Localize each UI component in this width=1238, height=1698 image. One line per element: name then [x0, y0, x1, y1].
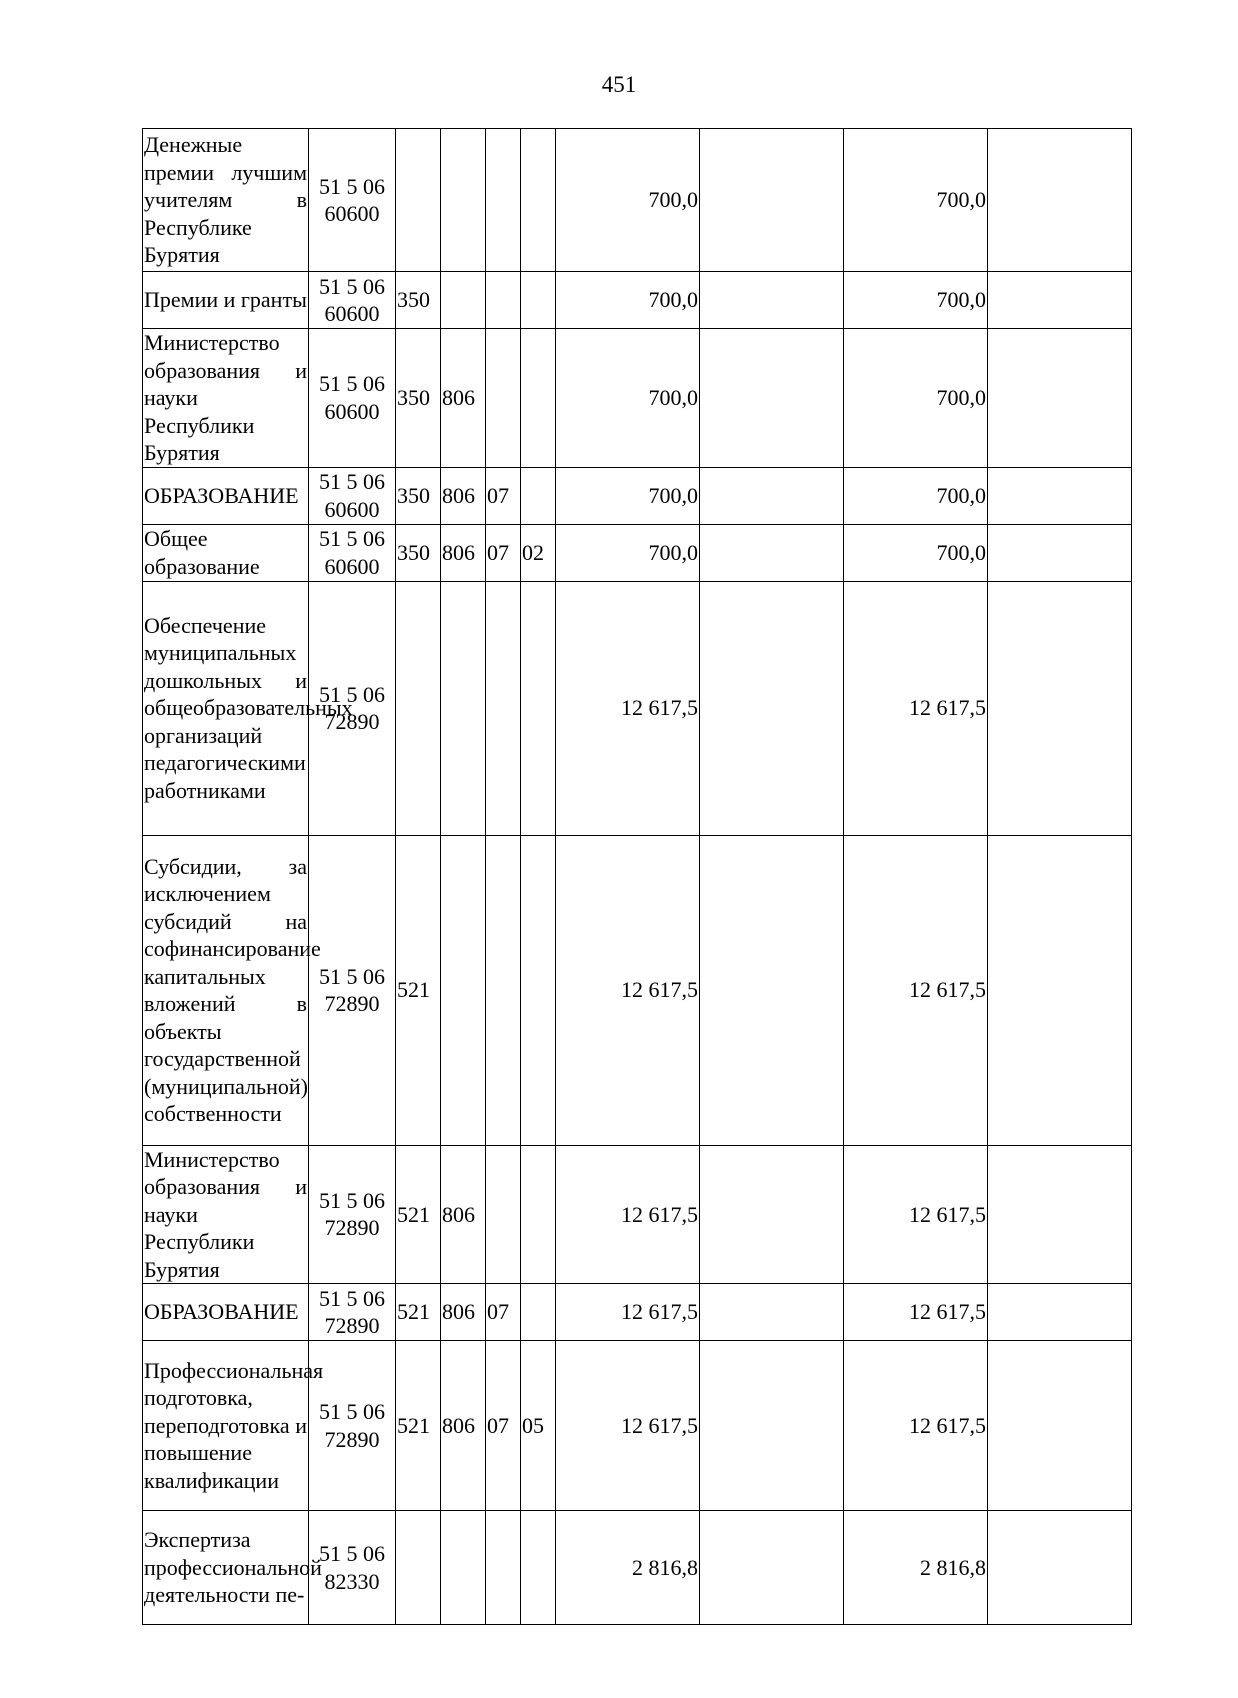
- expense-type-code: 350: [396, 329, 441, 468]
- row-name: Министерство образования и науки Республики Бурятия: [144, 1146, 307, 1282]
- expense-type-code: 521: [396, 1341, 441, 1511]
- amount-1: 700,0: [556, 524, 700, 581]
- amount-3: 700,0: [844, 129, 988, 272]
- amount-2: [700, 129, 844, 272]
- subsection-code: 02: [521, 524, 556, 581]
- target-article-code: 51 5 06 72890: [309, 581, 396, 835]
- amount-1: 12 617,5: [556, 1284, 700, 1341]
- budget-table: [142, 128, 1132, 1625]
- amount-3: 12 617,5: [844, 835, 988, 1145]
- row-name: ОБРАЗОВАНИЕ: [143, 467, 309, 524]
- subsection-code: [521, 1511, 556, 1625]
- table-row: [143, 1284, 1132, 1341]
- department-code: 806: [441, 467, 486, 524]
- amount-4: [988, 835, 1132, 1145]
- subsection-code: [521, 1145, 556, 1284]
- amount-1: 12 617,5: [556, 581, 700, 835]
- expense-type-code: 350: [396, 272, 441, 329]
- table-row: [143, 835, 1132, 1145]
- table-row: [143, 272, 1132, 329]
- row-name: Премии и гранты: [143, 272, 309, 329]
- amount-3: 700,0: [844, 272, 988, 329]
- amount-2: [700, 1284, 844, 1341]
- expense-type-code: [396, 1511, 441, 1625]
- amount-4: [988, 1145, 1132, 1284]
- amount-4: [988, 524, 1132, 581]
- amount-2: [700, 835, 844, 1145]
- amount-1: 700,0: [556, 329, 700, 468]
- amount-3: 700,0: [844, 524, 988, 581]
- amount-3: 12 617,5: [844, 581, 988, 835]
- row-name: Субсидии, за исключением субсидий на софинансирование капитальных вложений в объекты государственной (муниципальной) собственности: [143, 835, 309, 1145]
- subsection-code: [521, 467, 556, 524]
- subsection-code: [521, 835, 556, 1145]
- row-name: Денежные премии лучшим учителям в Республике Бурятия: [143, 129, 309, 272]
- amount-2: [700, 272, 844, 329]
- row-name: Экспертиза профессиональной деятельности пе-: [143, 1511, 309, 1625]
- amount-3: 12 617,5: [844, 1284, 988, 1341]
- amount-2: [700, 581, 844, 835]
- expense-type-code: 521: [396, 1284, 441, 1341]
- row-name: Профессиональная подготовка, переподготовка и повышение квалификации: [143, 1341, 309, 1511]
- amount-4: [988, 272, 1132, 329]
- subsection-code: [521, 329, 556, 468]
- subsection-code: 05: [521, 1341, 556, 1511]
- amount-2: [700, 467, 844, 524]
- section-code: 07: [486, 467, 521, 524]
- target-article-code: 51 5 06 72890: [309, 1341, 396, 1511]
- department-code: [441, 581, 486, 835]
- section-code: [486, 329, 521, 468]
- amount-1: 12 617,5: [556, 1145, 700, 1284]
- table-row: [143, 1511, 1132, 1625]
- department-code: 806: [441, 329, 486, 468]
- target-article-code: 51 5 06 60600: [309, 524, 396, 581]
- subsection-code: [521, 581, 556, 835]
- amount-1: 12 617,5: [556, 1341, 700, 1511]
- amount-2: [700, 329, 844, 468]
- amount-4: [988, 1511, 1132, 1625]
- amount-2: [700, 1341, 844, 1511]
- amount-1: 2 816,8: [556, 1511, 700, 1625]
- row-name: ОБРАЗОВАНИЕ: [143, 1284, 309, 1341]
- target-article-code: 51 5 06 72890: [309, 835, 396, 1145]
- department-code: 806: [441, 1341, 486, 1511]
- table-row: [143, 1145, 1132, 1284]
- section-code: [486, 272, 521, 329]
- amount-4: [988, 467, 1132, 524]
- target-article-code: 51 5 06 60600: [309, 272, 396, 329]
- table-row: [143, 524, 1132, 581]
- amount-3: 700,0: [844, 329, 988, 468]
- amount-3: 2 816,8: [844, 1511, 988, 1625]
- amount-4: [988, 581, 1132, 835]
- expense-type-code: 350: [396, 524, 441, 581]
- department-code: 806: [441, 1145, 486, 1284]
- amount-3: 12 617,5: [844, 1145, 988, 1284]
- amount-1: 12 617,5: [556, 835, 700, 1145]
- target-article-code: 51 5 06 72890: [309, 1145, 396, 1284]
- expense-type-code: 521: [396, 835, 441, 1145]
- target-article-code: 51 5 06 60600: [309, 467, 396, 524]
- section-code: 07: [486, 1284, 521, 1341]
- target-article-code: 51 5 06 60600: [309, 129, 396, 272]
- amount-4: [988, 329, 1132, 468]
- expense-type-code: 521: [396, 1145, 441, 1284]
- department-code: [441, 1511, 486, 1625]
- target-article-code: 51 5 06 72890: [309, 1284, 396, 1341]
- table-row: [143, 329, 1132, 468]
- section-code: [486, 1145, 521, 1284]
- target-article-code: 51 5 06 60600: [309, 329, 396, 468]
- amount-4: [988, 129, 1132, 272]
- subsection-code: [521, 272, 556, 329]
- department-code: [441, 835, 486, 1145]
- table-row: [143, 581, 1132, 835]
- subsection-code: [521, 129, 556, 272]
- expense-type-code: [396, 129, 441, 272]
- table-row: [143, 467, 1132, 524]
- amount-2: [700, 524, 844, 581]
- amount-2: [700, 1511, 844, 1625]
- section-code: [486, 835, 521, 1145]
- section-code: [486, 581, 521, 835]
- amount-4: [988, 1341, 1132, 1511]
- department-code: [441, 129, 486, 272]
- row-name: Министерство образования и науки Республики Бурятия: [144, 330, 307, 465]
- table-row: [143, 129, 1132, 272]
- page-number: 451: [601, 72, 637, 97]
- subsection-code: [521, 1284, 556, 1341]
- table-row: [143, 1341, 1132, 1511]
- expense-type-code: 350: [396, 467, 441, 524]
- row-name: Обеспечение муниципальных дошкольных и общеобразовательных организаций педагогическими работниками: [143, 581, 309, 835]
- expense-type-code: [396, 581, 441, 835]
- amount-3: 700,0: [844, 467, 988, 524]
- section-code: [486, 1511, 521, 1625]
- section-code: 07: [486, 524, 521, 581]
- department-code: 806: [441, 524, 486, 581]
- section-code: 07: [486, 1341, 521, 1511]
- section-code: [486, 129, 521, 272]
- target-article-code: 51 5 06 82330: [309, 1511, 396, 1625]
- amount-1: 700,0: [556, 467, 700, 524]
- department-code: [441, 272, 486, 329]
- amount-1: 700,0: [556, 272, 700, 329]
- department-code: 806: [441, 1284, 486, 1341]
- amount-2: [700, 1145, 844, 1284]
- amount-1: 700,0: [556, 129, 700, 272]
- row-name: Общее образование: [143, 524, 309, 581]
- amount-4: [988, 1284, 1132, 1341]
- amount-3: 12 617,5: [844, 1341, 988, 1511]
